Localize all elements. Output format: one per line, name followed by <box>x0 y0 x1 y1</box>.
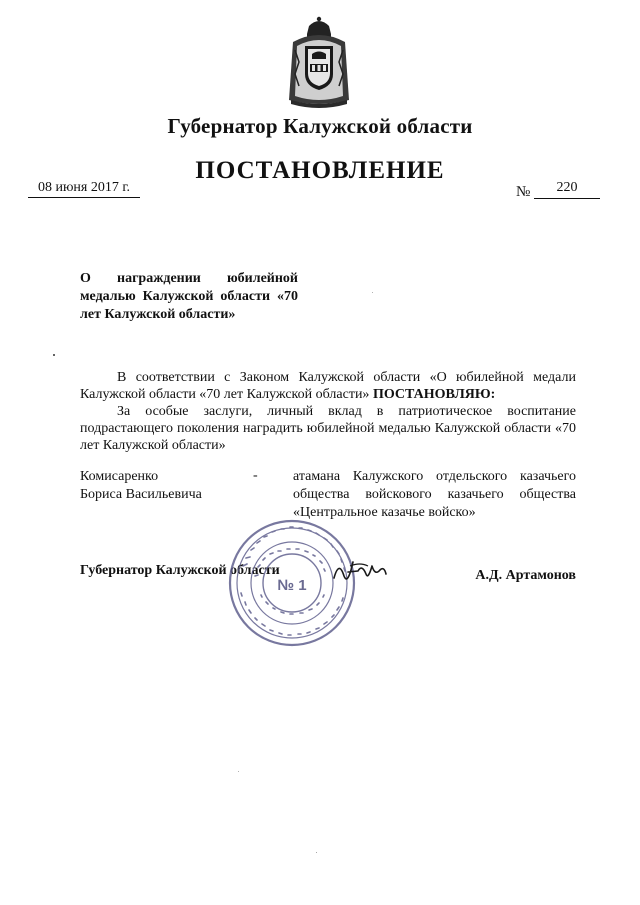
document-type-heading: ПОСТАНОВЛЕНИЕ <box>195 157 445 184</box>
document-number-block <box>516 180 600 202</box>
number-sign: № <box>516 184 531 200</box>
handwritten-signature <box>330 554 388 588</box>
preamble-text: В соответствии с Законом Калужской области «О юбилейной медали Калужской области «70 лет Калужской области» <box>80 370 576 402</box>
recipient-position: атамана Калужского отдельского казачьего общества войскового казачьего общества «Центральное казачье войско» <box>293 469 576 520</box>
document-number: 220 <box>534 180 600 199</box>
coat-of-arms-emblem <box>285 16 353 108</box>
recipient-given-names: Бориса Васильевича <box>80 487 202 502</box>
award-paragraph: За особые заслуги, личный вклад в патриотическое воспитание подрастающего поколения наградить юбилейной медалью Калужской области «70 лет Калужской области» <box>80 404 576 453</box>
scan-speck <box>238 771 239 772</box>
document-date: 08 июня 2017 г. <box>28 180 140 198</box>
scan-speck <box>53 354 55 356</box>
issuing-authority-title: Губернатор Калужской области <box>167 114 473 138</box>
resolution-keyword: ПОСТАНОВЛЯЮ: <box>372 387 496 402</box>
signer-name: А.Д. Артамонов <box>475 568 576 583</box>
recipient-name <box>80 468 250 504</box>
scan-speck <box>372 292 373 293</box>
signer-title: Губернатор Калужской области <box>80 563 280 578</box>
scan-speck <box>316 852 317 853</box>
seal-number: № 1 <box>277 577 307 594</box>
recipient-surname: Комисаренко <box>80 469 159 484</box>
preamble-paragraph <box>80 369 576 403</box>
document-subject: О награждении юбилейной медалью Калужской области «70 лет Калужской области» <box>80 271 298 322</box>
recipient-dash: - <box>253 468 258 483</box>
